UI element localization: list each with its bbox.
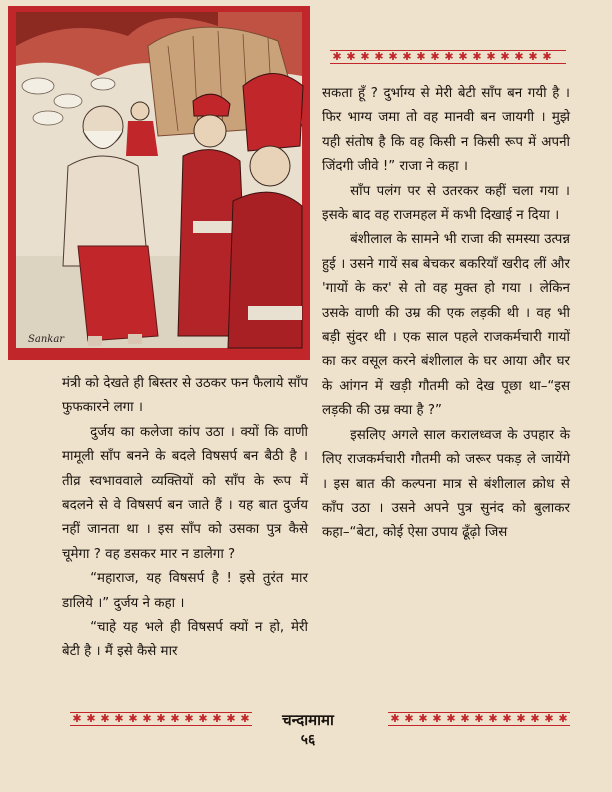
artist-signature: Sankar [28, 334, 65, 345]
footer-ornament-left: ✱ ✱ ✱ ✱ ✱ ✱ ✱ ✱ ✱ ✱ ✱ ✱ ✱ [70, 712, 252, 726]
paragraph: इसलिए अगले साल करालध्वज के उपहार के लिए राजकर्मचारी गौतमी को जरूर पकड़ ले जायेंगे । इस बात की कल्पना मात्र से बंशीलाल क्रोध से काँप उठा । उसने अपने पुत्र सुनंद को बुलाकर कहा–“बेटा, कोई ऐसा उपाय ढूँढ़ो जिस [322, 427, 570, 541]
paragraph: “महाराज, यह विषसर्प है ! इसे तुरंत मार डालिये ।” दुर्जय ने कहा । [62, 571, 308, 611]
magazine-title: चन्दामामा [282, 711, 334, 729]
paragraph: बंशीलाल के सामने भी राजा की समस्या उत्पन्न हुई । उसने गायें सब बेचकर बकरियाँ खरीद लीं और 'गायों के कर' से तो वह मुक्त हो गया । लेकिन उसके वाणी की उम्र की एक लड़की थी । वह भी बड़ी सुंदर थी । एक साल पहले राजकर्मचारी गायों का कर वसूल करने बंशीलाल के घर आया और घर के आंगन में खड़ी गौतमी को देख पूछा था–“इस लड़की की उम्र क्या है ?” [322, 232, 570, 419]
page-number: ५६ [300, 732, 316, 748]
header-ornament: ✱ ✱ ✱ ✱ ✱ ✱ ✱ ✱ ✱ ✱ ✱ ✱ ✱ ✱ ✱ ✱ [330, 50, 566, 64]
footer-ornament-right: ✱ ✱ ✱ ✱ ✱ ✱ ✱ ✱ ✱ ✱ ✱ ✱ ✱ [388, 712, 570, 726]
paragraph: मंत्री को देखते ही बिस्तर से उठकर फन फैलाये साँप फुफकारने लगा । [62, 376, 308, 416]
paragraph: “चाहे यह भले ही विषसर्प क्यों न हो, मेरी बेटी है । मैं इसे कैसे मार [62, 620, 308, 660]
paragraph: सकता हूँ ? दुर्भाग्य से मेरी बेटी साँप बन गयी है । फिर भाग्य जमा तो वह मानवी बन जायगी । मुझे यही संतोष है कि वह किसी न किसी रूप में अपनी जिंदगी जीवे !” राजा ने कहा । [322, 86, 570, 175]
left-text-column [62, 372, 308, 665]
illustration-art [8, 6, 310, 360]
right-text-column [322, 82, 570, 546]
paragraph: साँप पलंग पर से उतरकर कहीं चला गया । इसके बाद वह राजमहल में कभी दिखाई न दिया । [322, 183, 570, 224]
story-illustration [8, 6, 310, 360]
paragraph: दुर्जय का कलेजा कांप उठा । क्यों कि वाणी मामूली साँप बनने के बदले विषसर्प बन बैठी है । तीव्र स्वभाववाले व्यक्तियों को साँप के रूप में बदलने से वे विषसर्प बन जाते हैं । यह बात दुर्जय नहीं जानता था । इस साँप को उसका पुत्र कैसे चूमेगा ? वह डसकर मार न डालेगा ? [62, 424, 308, 562]
